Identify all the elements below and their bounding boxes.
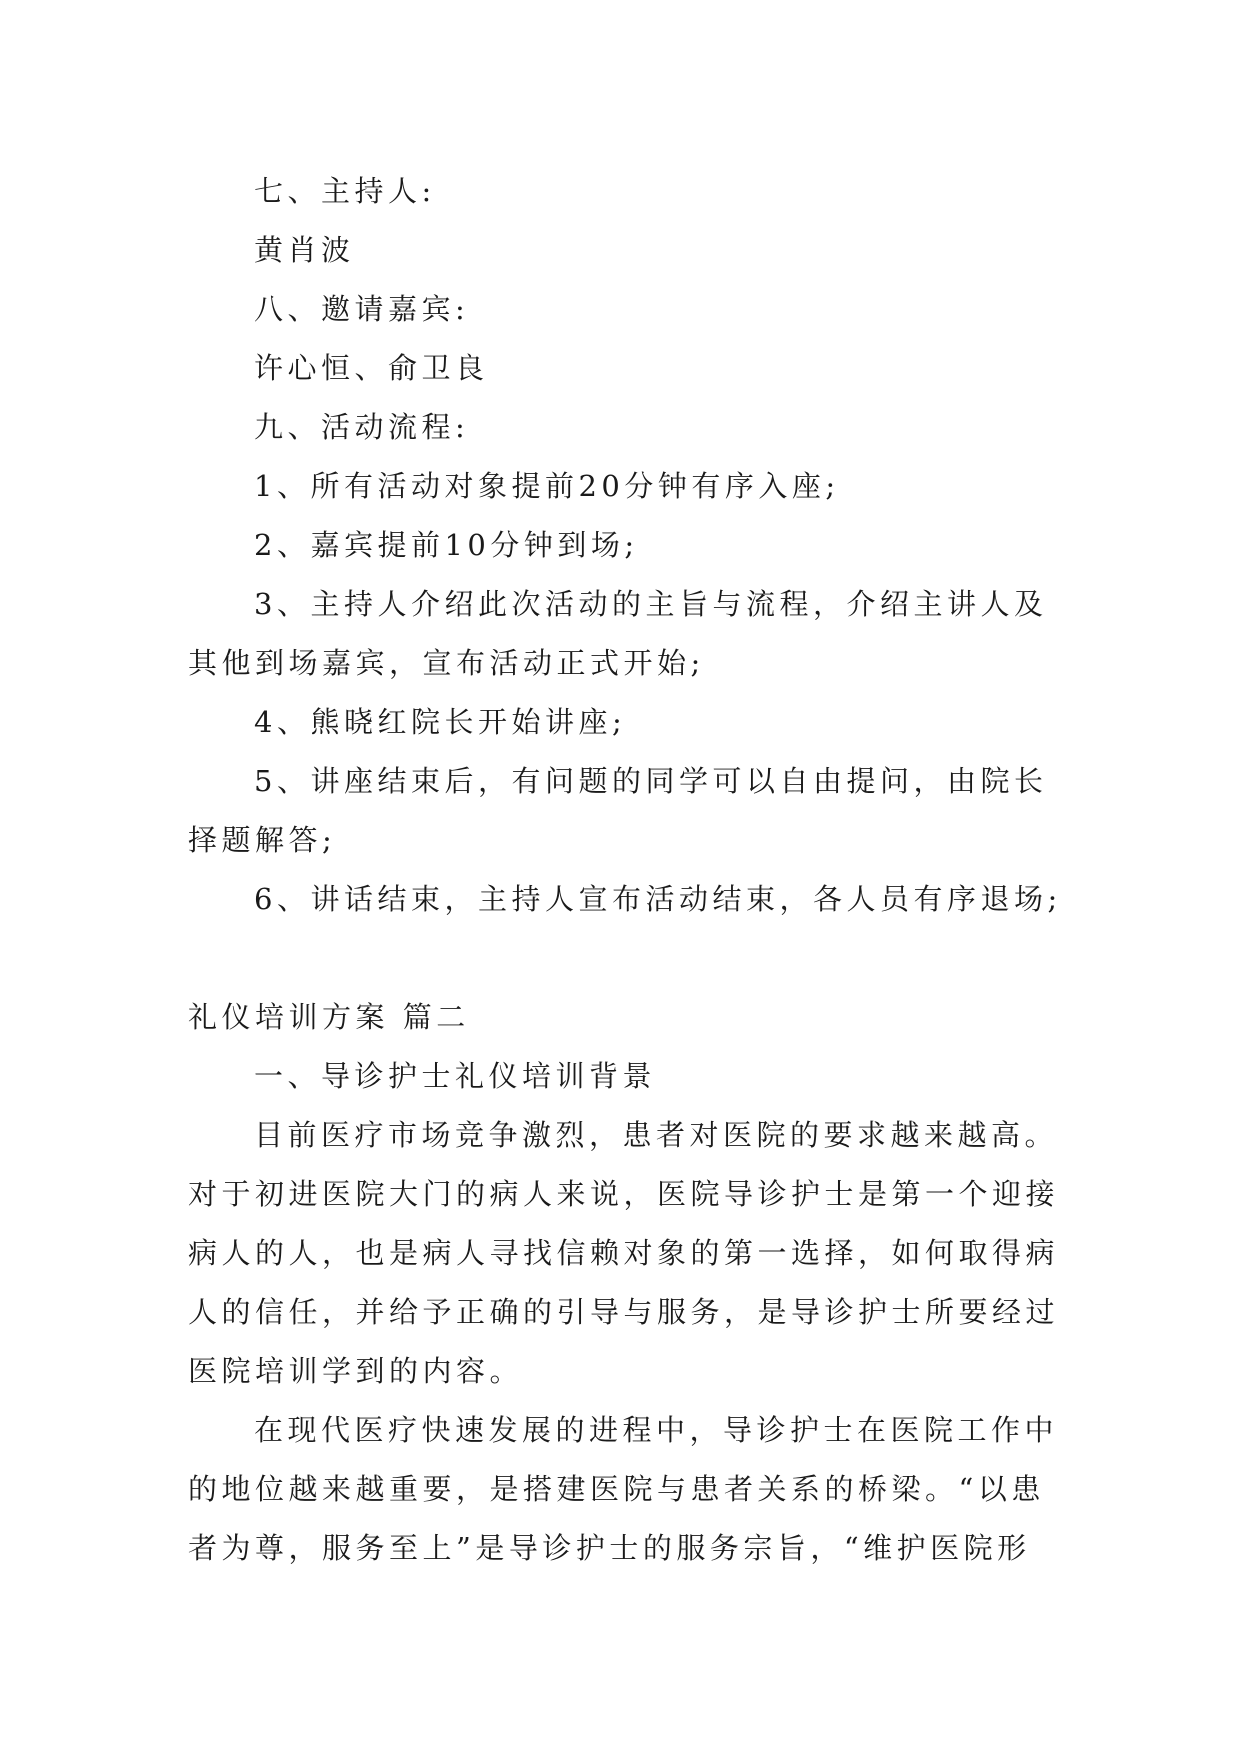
host-name: 黄肖波	[254, 233, 355, 267]
paragraph-2-line-2: 的地位越来越重要，是搭建医院与患者关系的桥梁。“以患	[188, 1472, 1045, 1506]
section-gap	[188, 929, 1058, 988]
document-body	[188, 162, 1062, 1578]
process-step-5-continued: 择题解答;	[188, 823, 337, 857]
paragraph-2-line-1: 在现代医疗快速发展的进程中，导诊护士在医院工作中	[254, 1413, 1059, 1447]
process-step-6: 6、讲话结束，主持人宣布活动结束，各人员有序退场;	[254, 882, 1062, 916]
heading-guests: 八、邀请嘉宾:	[254, 292, 470, 326]
paragraph-1-line-4: 人的信任，并给予正确的引导与服务，是导诊护士所要经过	[188, 1295, 1060, 1329]
process-step-5: 5、讲座结束后，有问题的同学可以自由提问，由院长	[254, 764, 1048, 798]
paragraph-1-line-1: 目前医疗市场竞争激烈，患者对医院的要求越来越高。	[254, 1118, 1059, 1152]
guest-names: 许心恒、俞卫良	[254, 351, 489, 385]
process-step-3: 3、主持人介绍此次活动的主旨与流程，介绍主讲人及	[254, 587, 1048, 621]
process-step-3-continued: 其他到场嘉宾，宣布活动正式开始;	[188, 646, 705, 680]
section-title: 礼仪培训方案 篇二	[188, 1000, 470, 1034]
paragraph-1-line-2: 对于初进医院大门的病人来说，医院导诊护士是第一个迎接	[188, 1177, 1060, 1211]
process-step-2: 2、嘉宾提前10分钟到场;	[254, 528, 639, 562]
process-step-4: 4、熊晓红院长开始讲座;	[254, 705, 627, 739]
heading-host: 七、主持人:	[254, 174, 436, 208]
process-step-1: 1、所有活动对象提前20分钟有序入座;	[254, 469, 840, 503]
paragraph-1-line-5: 医院培训学到的内容。	[188, 1354, 524, 1388]
heading-process: 九、活动流程:	[254, 410, 470, 444]
heading-background: 一、导诊护士礼仪培训背景	[254, 1059, 657, 1093]
paragraph-2-line-3: 者为尊，服务至上”是导诊护士的服务宗旨，“维护医院形	[188, 1531, 1031, 1565]
paragraph-1-line-3: 病人的人，也是病人寻找信赖对象的第一选择，如何取得病	[188, 1236, 1060, 1270]
